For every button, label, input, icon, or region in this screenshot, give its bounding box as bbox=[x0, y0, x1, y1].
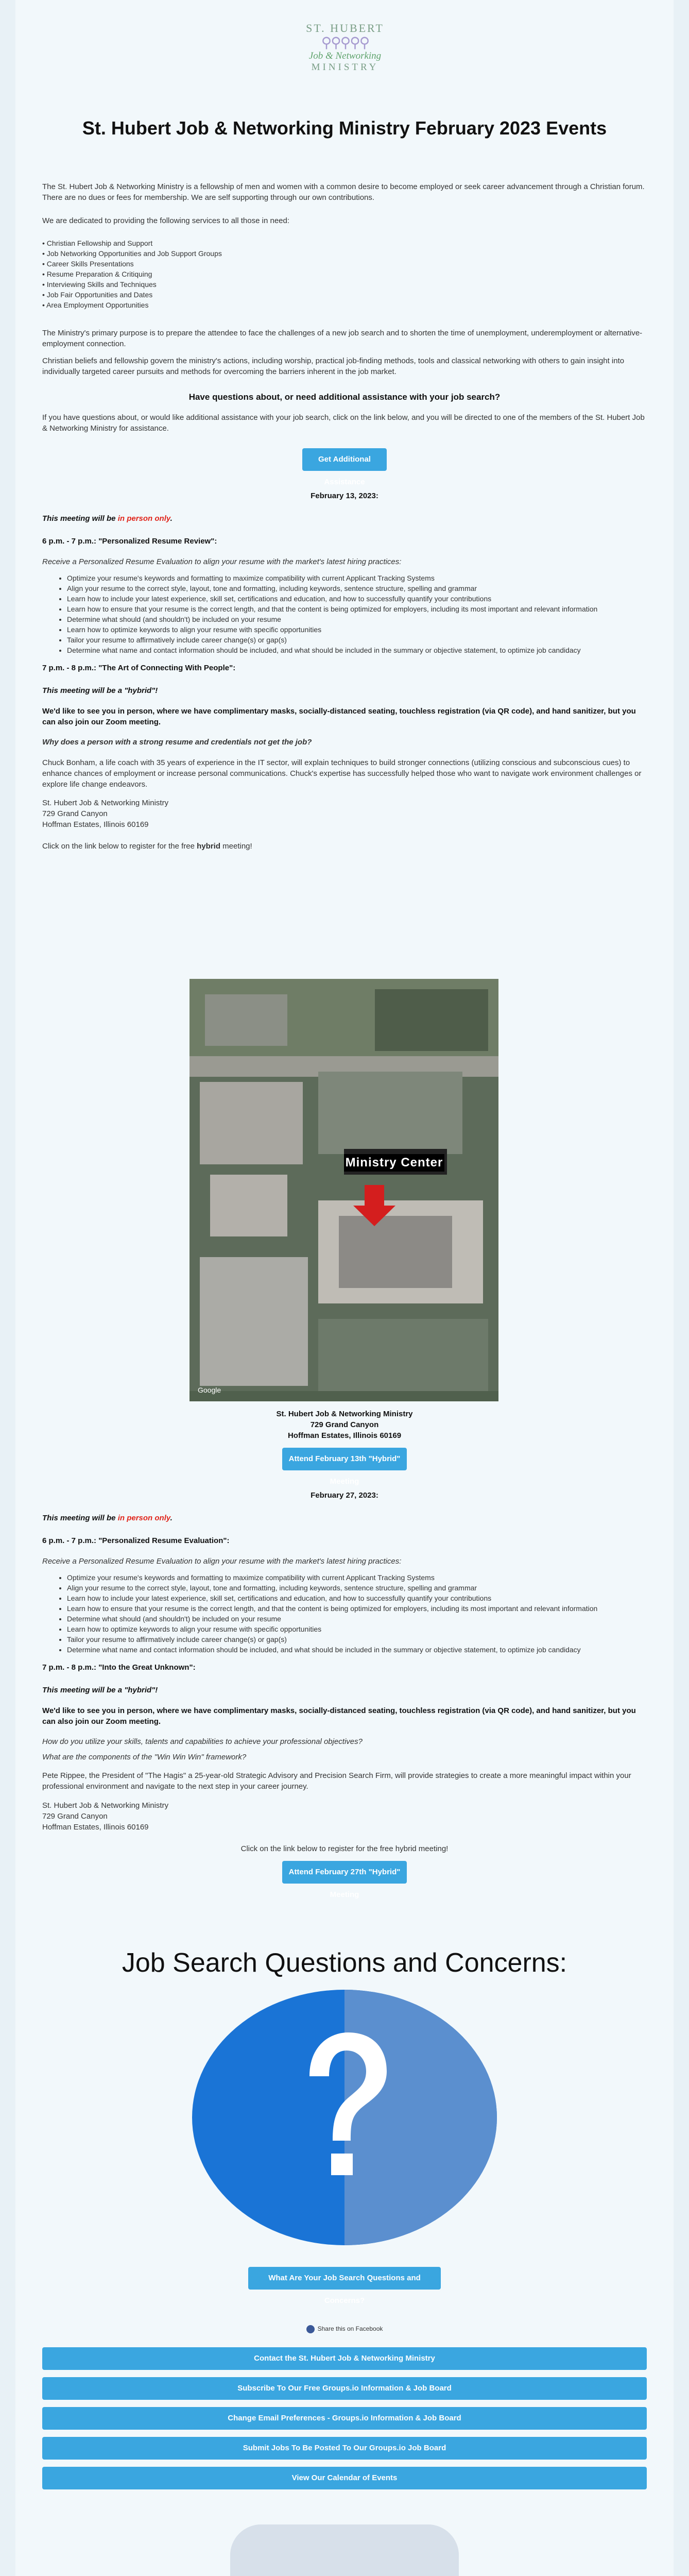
list-item: • Optimize your resume's keywords and formatting to maximize compatibility with current Applicant Tracking Systems bbox=[67, 1572, 639, 1583]
feb27-address-line1: St. Hubert Job & Networking Ministry bbox=[42, 1801, 169, 1810]
intro-paragraph-2: We are dedicated to providing the following services to all those in need: bbox=[42, 216, 290, 225]
questions-text: If you have questions about, or would like additional assistance with your job search, click on the link below, and you will be directed to one of the members of the St. Hubert Job & Networking Ministry for assistance. bbox=[42, 413, 645, 433]
feb13-hybrid-note: This meeting will be a "hybrid"! bbox=[42, 686, 158, 695]
attend-feb13-button[interactable]: Attend February 13th "Hybrid" Meeting bbox=[282, 1448, 407, 1470]
feb27-question-1: How do you utilize your skills, talents and capabilities to achieve your professional objectives? bbox=[42, 1737, 363, 1746]
list-item: • Determine what should (and shouldn't) be included on your resume bbox=[67, 614, 639, 624]
feb13-question: Why does a person with a strong resume and credentials not get the job? bbox=[42, 738, 312, 747]
job-search-questions-button[interactable]: What Are Your Job Search Questions and Concerns? bbox=[248, 2267, 441, 2290]
feb27-address-line2: 729 Grand Canyon bbox=[42, 1812, 108, 1821]
intro-paragraph-3: The Ministry's primary purpose is to prepare the attendee to face the challenges of a new job search and to shorten the time of unemployment, underemployment or alternative-employment connection. bbox=[42, 329, 643, 348]
email-preferences-button[interactable]: Change Email Preferences - Groups.io Information & Job Board bbox=[42, 2407, 647, 2430]
list-item: • Career Skills Presentations bbox=[42, 260, 134, 268]
list-item: • Job Networking Opportunities and Job Support Groups bbox=[42, 249, 222, 258]
list-item: • Learn how to ensure that your resume is the correct length, and that the content is being optimized for employers, including its most important and relevant information bbox=[67, 604, 639, 614]
feb27-register-text: Click on the link below to register for the free hybrid meeting! bbox=[240, 1844, 449, 1853]
share-facebook-link[interactable]: Share this on Facebook bbox=[42, 2324, 647, 2334]
facebook-icon bbox=[306, 2325, 315, 2333]
list-item: • Interviewing Skills and Techniques bbox=[42, 280, 157, 289]
feb13-speaker-bio: Chuck Bonham, a life coach with 35 years of experience in the IT sector, will explain techniques to build stronger connections (utilizing conscious and subconscious cues) to enhance chances of employment or increase personal communications. Chuck's expertise has successfully helped those who want to navigate work environment challenges or explore life change endeavors. bbox=[42, 758, 642, 789]
list-item: • Learn how to include your latest experience, skill set, certifications and education, and how to successfully quantify your contributions bbox=[67, 1593, 639, 1603]
feb27-date: February 27, 2023: bbox=[311, 1491, 378, 1500]
list-item: • Determine what name and contact information should be included, and what should be included in the summary or objective statement, to optimize job candidacy bbox=[67, 1645, 639, 1655]
intro-paragraph-1: The St. Hubert Job & Networking Ministry is a fellowship of men and women with a common desire to become employed or seek career advancement through a Christian forum. There are no dues or fees for membership. We are self supporting through our own contributions. bbox=[42, 182, 645, 202]
list-item: • Learn how to ensure that your resume is the correct length, and that the content is being optimized for employers, including its most important and relevant information bbox=[67, 1603, 639, 1614]
services-list bbox=[42, 238, 647, 310]
feb27-address-line3: Hoffman Estates, Illinois 60169 bbox=[42, 1823, 149, 1832]
list-item: • Determine what should (and shouldn't) be included on your resume bbox=[67, 1614, 639, 1624]
feb27-session2-heading: 7 p.m. - 8 p.m.: "Into the Great Unknown": bbox=[42, 1663, 196, 1672]
intro-paragraph-4: Christian beliefs and fellowship govern the ministry's actions, including worship, practical job-finding methods, tools and classical networking with others to gain insight into individually targeted career pursuits and methods for overcoming the barriers inherent in the job market. bbox=[42, 357, 625, 376]
map-address-line2: 729 Grand Canyon bbox=[310, 1420, 379, 1429]
feb13-address-line1: St. Hubert Job & Networking Ministry bbox=[42, 799, 169, 807]
page-title: St. Hubert Job & Networking Ministry February 2023 Events bbox=[82, 117, 607, 139]
list-item: • Align your resume to the correct style, layout, tone and formatting, including keywords, sentence structure, spelling and grammar bbox=[67, 583, 639, 594]
feb27-session1-intro: Receive a Personalized Resume Evaluation to align your resume with the market's latest hiring practices: bbox=[42, 1557, 402, 1566]
submit-jobs-button[interactable]: Submit Jobs To Be Posted To Our Groups.io Job Board bbox=[42, 2437, 647, 2460]
email-page bbox=[15, 0, 674, 2576]
feb13-in-person-note: This meeting will be in person only. bbox=[42, 514, 173, 523]
list-item: • Tailor your resume to affirmatively include career change(s) or gap(s) bbox=[67, 635, 639, 645]
list-item: • Determine what name and contact information should be included, and what should be included in the summary or objective statement, to optimize job candidacy bbox=[67, 645, 639, 655]
list-item: • Job Fair Opportunities and Dates bbox=[42, 291, 153, 299]
subscribe-groups-button[interactable]: Subscribe To Our Free Groups.io Information & Job Board bbox=[42, 2377, 647, 2400]
list-item: • Area Employment Opportunities bbox=[42, 301, 149, 309]
feb27-speaker-bio: Pete Rippee, the President of "The Hagis" a 25-year-old Strategic Advisory and Precision Search Firm, will provide strategies to create a more meaningful impact within your professional environment and navigate to the next step in your career journey. bbox=[42, 1771, 631, 1791]
feb13-hybrid-text: We'd like to see you in person, where we have complimentary masks, socially-distanced seating, touchless registration (via QR code), and hand sanitizer, but you can also join our Zoom meeting. bbox=[42, 707, 636, 726]
feb13-address-line2: 729 Grand Canyon bbox=[42, 809, 108, 818]
list-item: • Learn how to include your latest experience, skill set, certifications and education, and how to successfully quantify your contributions bbox=[67, 594, 639, 604]
feb27-hybrid-note: This meeting will be a "hybrid"! bbox=[42, 1686, 158, 1694]
google-watermark: Google bbox=[198, 1386, 221, 1394]
get-assistance-button[interactable]: Get Additional Assistance bbox=[302, 448, 387, 471]
feb27-session1-list bbox=[67, 1572, 639, 1655]
logo-line2: Job & Networking bbox=[308, 50, 382, 61]
handshake-image bbox=[230, 2524, 459, 2576]
logo-line1: ST. HUBERT bbox=[306, 22, 384, 35]
logo-line3: MINISTRY bbox=[311, 62, 379, 73]
feb13-date: February 13, 2023: bbox=[311, 492, 378, 500]
feb13-session1-heading: 6 p.m. - 7 p.m.: "Personalized Resume Review": bbox=[42, 537, 217, 546]
list-item: • Learn how to optimize keywords to align your resume with specific opportunities bbox=[67, 624, 639, 635]
list-item: • Tailor your resume to affirmatively include career change(s) or gap(s) bbox=[67, 1634, 639, 1645]
feb13-session2-heading: 7 p.m. - 8 p.m.: "The Art of Connecting With People": bbox=[42, 664, 236, 672]
map-label: Ministry Center bbox=[344, 1154, 444, 1172]
list-item: • Learn how to optimize keywords to align your resume with specific opportunities bbox=[67, 1624, 639, 1634]
list-item: • Align your resume to the correct style, layout, tone and formatting, including keywords, sentence structure, spelling and grammar bbox=[67, 1583, 639, 1593]
feb27-hybrid-text: We'd like to see you in person, where we have complimentary masks, socially-distanced seating, touchless registration (via QR code), and hand sanitizer, but you can also join our Zoom meeting. bbox=[42, 1706, 636, 1726]
feb13-address-line3: Hoffman Estates, Illinois 60169 bbox=[42, 820, 149, 829]
questions-heading: Have questions about, or need additional assistance with your job search? bbox=[188, 392, 501, 402]
list-item: • Christian Fellowship and Support bbox=[42, 239, 153, 247]
feb27-session1-heading: 6 p.m. - 7 p.m.: "Personalized Resume Evaluation": bbox=[42, 1536, 230, 1545]
map-address-line3: Hoffman Estates, Illinois 60169 bbox=[287, 1431, 402, 1440]
ministry-logo bbox=[283, 22, 407, 83]
question-mark-icon bbox=[191, 1989, 498, 2246]
contact-ministry-button[interactable]: Contact the St. Hubert Job & Networking Ministry bbox=[42, 2347, 647, 2370]
feb13-session1-intro: Receive a Personalized Resume Evaluation to align your resume with the market's latest hiring practices: bbox=[42, 557, 402, 566]
feb13-register-text: Click on the link below to register for the free hybrid meeting! bbox=[42, 842, 252, 851]
feb27-in-person-note: This meeting will be in person only. bbox=[42, 1514, 173, 1522]
logo-figures-icon: ⚲⚲⚲⚲⚲ bbox=[321, 35, 369, 50]
feb27-question-2: What are the components of the "Win Win Win" framework? bbox=[42, 1753, 247, 1761]
calendar-button[interactable]: View Our Calendar of Events bbox=[42, 2467, 647, 2489]
feb13-session1-list bbox=[67, 573, 639, 655]
job-search-questions-title: Job Search Questions and Concerns: bbox=[122, 1948, 567, 1978]
attend-feb27-button[interactable]: Attend February 27th "Hybrid" Meeting bbox=[282, 1861, 407, 1884]
aerial-map-image[interactable] bbox=[190, 979, 498, 1401]
list-item: • Optimize your resume's keywords and formatting to maximize compatibility with current Applicant Tracking Systems bbox=[67, 573, 639, 583]
list-item: • Resume Preparation & Critiquing bbox=[42, 270, 152, 278]
map-address-line1: St. Hubert Job & Networking Ministry bbox=[276, 1410, 413, 1418]
